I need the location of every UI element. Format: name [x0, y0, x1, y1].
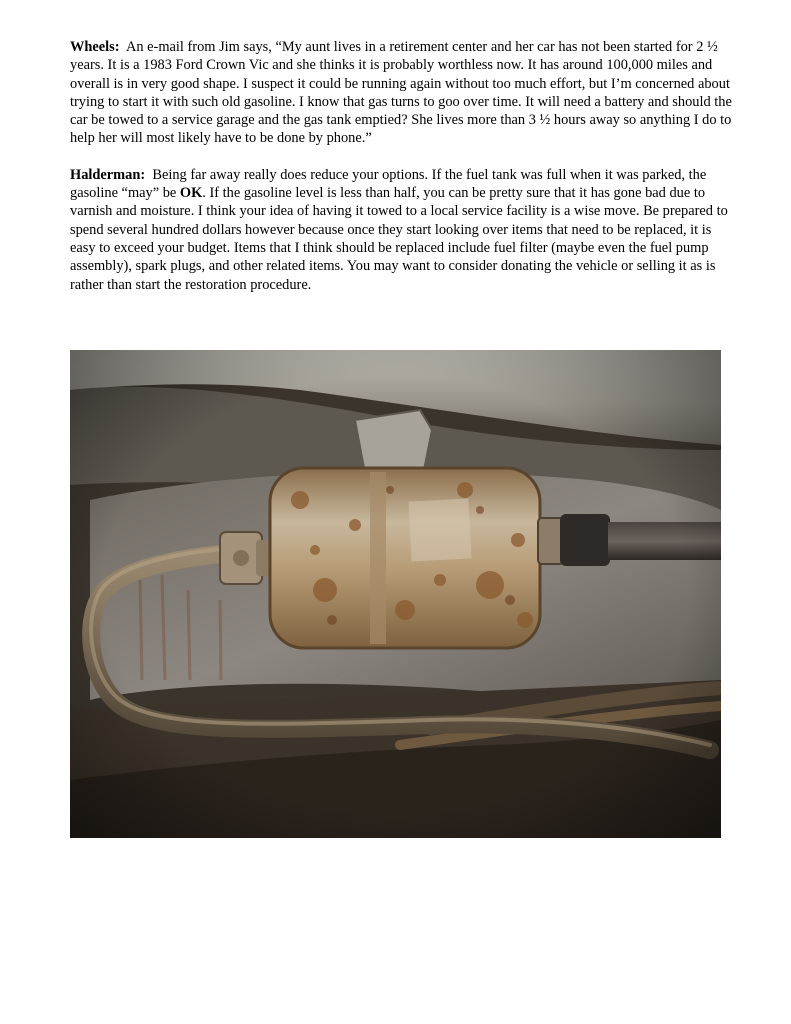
- answer-emphasis: OK: [179, 185, 203, 202]
- answer-text-start: Being far away really does reduce your options. If the fuel tank was full when it was parked, the gasoline “may” be: [70, 166, 707, 202]
- speaker-halderman: Halderman:: [70, 166, 146, 183]
- answer-text-end: . If the gasoline level is less than half, you can be pretty sure that it has gone bad due to varnish and moisture. I think your idea of having it towed to a local service facility is a wise move. Be prepared to spend several hundred dollars however because once they start looking over items that need to be replaced, it is easy to exceed your budget. Items that I think should be replaced include fuel filter (maybe even the fuel pump assembly), spark plugs, and other related items. You may want to consider donating the vehicle or selling it as is rather than start the restoration procedure.: [70, 185, 728, 293]
- fuel-filter-photo: [70, 350, 721, 838]
- fuel-filter-illustration: [70, 350, 721, 838]
- article-body: [70, 38, 736, 294]
- question-text: An e-mail from Jim says, “My aunt lives in a retirement center and her car has not been started for 2 ½ years. It is a 1983 Ford Crown Vic and she thinks it is probably worthless now. It has around 100,000 miles and overall is in very good shape. I suspect it could be running again without too much effort, but I’m concerned about trying to start it with such old gasoline. I know that gas turns to goo over time. It will need a battery and should the car be towed to a service garage and the gas tank emptied? She lives more than 3 ½ hours away so anything I do to help her will most likely have to be done by phone.”: [70, 39, 732, 147]
- question-paragraph: [70, 38, 736, 148]
- speaker-wheels: Wheels:: [70, 39, 120, 55]
- answer-paragraph: [70, 166, 736, 294]
